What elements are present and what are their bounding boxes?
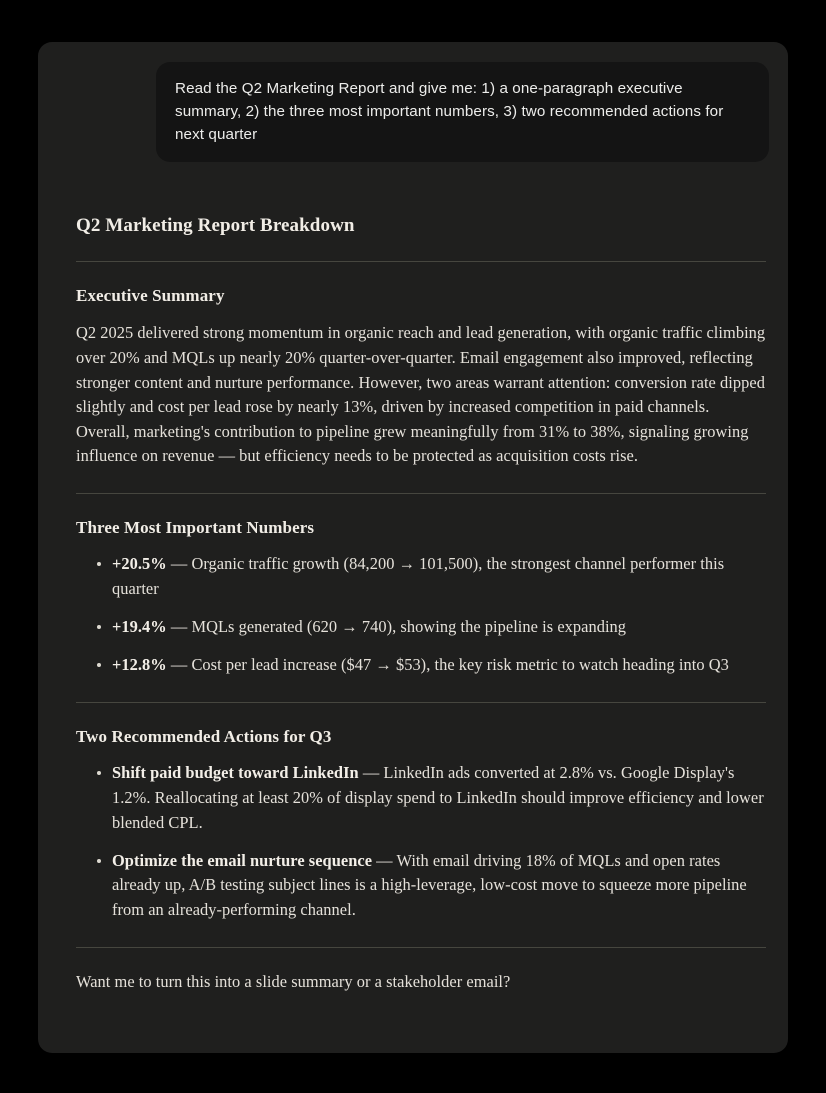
action-title: Optimize the email nurture sequence: [112, 850, 373, 870]
list-item: [76, 653, 766, 678]
user-message-bubble: Read the Q2 Marketing Report and give me: 1) a one-paragraph executive summary, 2) the three most important numbers, 3) two recommended actions for next quarter: [156, 62, 769, 162]
key-number-detail: — Organic traffic growth (84,200 → 101,500), the strongest channel performer this quarter: [112, 553, 725, 598]
key-numbers-list: [76, 552, 766, 678]
closing-question: Want me to turn this into a slide summary or a stakeholder email?: [76, 972, 511, 992]
action-detail: — LinkedIn ads converted at 2.8% vs. Google Display's 1.2%. Reallocating at least 20% of display spend to LinkedIn should improve efficiency and lower blended CPL.: [112, 762, 764, 832]
section-heading-key-numbers: Three Most Important Numbers: [76, 517, 315, 537]
list-item: [76, 761, 766, 836]
divider-after-executive-summary: [76, 493, 766, 494]
section-executive-summary: [57, 286, 769, 469]
key-number-metric: +19.4%: [112, 616, 167, 636]
key-number-metric: +20.5%: [112, 553, 167, 573]
key-number-detail: — MQLs generated (620 → 740), showing the pipeline is expanding: [166, 616, 627, 636]
action-title: Shift paid budget toward LinkedIn: [112, 762, 359, 782]
list-item: [76, 849, 766, 924]
bottom-spacer: [57, 995, 769, 1025]
document-title: Q2 Marketing Report Breakdown: [76, 215, 355, 237]
divider-after-title: [76, 261, 766, 262]
action-detail: — With email driving 18% of MQLs and open rates already up, A/B testing subject lines is a high-leverage, low-cost move to squeeze more pipeline from an already-performing channel.: [112, 850, 747, 920]
list-item: [76, 615, 766, 640]
key-number-metric: +12.8%: [112, 654, 167, 674]
section-heading-recommended-actions: Two Recommended Actions for Q3: [76, 726, 332, 746]
section-heading-executive-summary: Executive Summary: [76, 286, 225, 306]
divider-before-closing: [76, 947, 766, 948]
key-number-detail: — Cost per lead increase ($47 → $53), the key risk metric to watch heading into Q3: [166, 654, 729, 674]
assistant-response: [38, 215, 788, 1025]
executive-summary-paragraph: Q2 2025 delivered strong momentum in organic reach and lead generation, with organic traffic climbing over 20% and MQLs up nearly 20% quarter-over-quarter. Email engagement also improved, reflecting stronger content and nurture performance. However, two areas warrant attention: conversion rate dipped slightly and cost per lead rose by nearly 13%, driven by increased competition in paid channels. Overall, marketing's contribution to pipeline grew meaningfully from 31% to 38%, signaling growing influence on revenue — but efficiency needs to be protected as acquisition costs rise.: [76, 323, 766, 466]
list-item: [76, 552, 766, 602]
recommended-actions-list: [76, 761, 766, 924]
user-message-row: [38, 42, 788, 162]
conversation-card: [38, 42, 788, 1053]
section-recommended-actions: [57, 727, 769, 924]
divider-after-key-numbers: [76, 702, 766, 703]
section-key-numbers: [57, 518, 769, 678]
